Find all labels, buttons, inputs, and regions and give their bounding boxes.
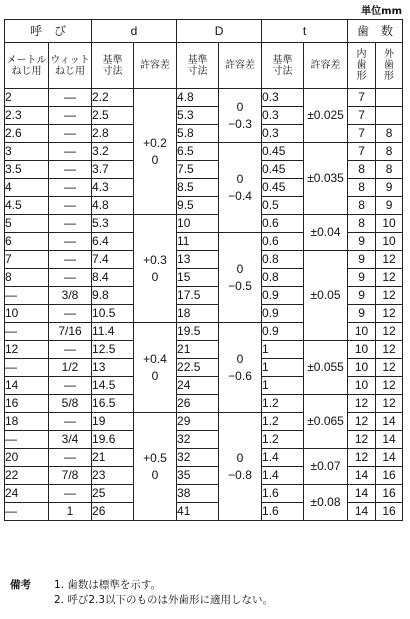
D-base-cell: 24: [177, 377, 219, 395]
outer-teeth-cell: 16: [376, 503, 403, 521]
d-base-cell: 10.5: [92, 305, 134, 323]
table-row: [5, 341, 403, 359]
metric-size-cell: 3: [5, 143, 49, 161]
t-base-cell: 0.3: [262, 89, 304, 107]
D-base-cell: 17.5: [177, 287, 219, 305]
D-tolerance-cell: 0 −0.5: [219, 233, 262, 323]
metric-size-cell: 7: [5, 251, 49, 269]
D-tolerance-cell: 0 −0.8: [219, 413, 262, 521]
inner-teeth-cell: 8: [348, 197, 376, 215]
metric-size-cell: 4.5: [5, 197, 49, 215]
whitworth-size-cell: —: [49, 233, 92, 251]
d-base-cell: 23: [92, 467, 134, 485]
whitworth-size-cell: 5/8: [49, 395, 92, 413]
note-item: 2. 呼び2.3以下のものは外歯形に適用しない。: [54, 594, 274, 606]
whitworth-size-cell: —: [49, 269, 92, 287]
table-row: [5, 143, 403, 161]
header-whitworth: ウィット ねじ用: [49, 43, 92, 89]
metric-size-cell: —: [5, 287, 49, 305]
t-base-cell: 0.9: [262, 287, 304, 305]
whitworth-size-cell: —: [49, 305, 92, 323]
t-base-cell: 0.9: [262, 305, 304, 323]
outer-teeth-cell: 12: [376, 359, 403, 377]
outer-teeth-cell: 16: [376, 485, 403, 503]
t-base-cell: 1.2: [262, 431, 304, 449]
whitworth-size-cell: —: [49, 179, 92, 197]
D-base-cell: 15: [177, 269, 219, 287]
washer-spec-table: [4, 19, 403, 521]
whitworth-size-cell: 3/4: [49, 431, 92, 449]
t-base-cell: 0.9: [262, 323, 304, 341]
D-base-cell: 7.5: [177, 161, 219, 179]
t-base-cell: 1: [262, 359, 304, 377]
inner-teeth-cell: 8: [348, 215, 376, 233]
d-base-cell: 19.6: [92, 431, 134, 449]
t-base-cell: 0.6: [262, 233, 304, 251]
metric-size-cell: 12: [5, 341, 49, 359]
metric-size-cell: —: [5, 359, 49, 377]
header-t: t: [262, 20, 348, 43]
whitworth-size-cell: —: [49, 107, 92, 125]
metric-size-cell: 3.5: [5, 161, 49, 179]
metric-size-cell: 8: [5, 269, 49, 287]
whitworth-size-cell: —: [49, 215, 92, 233]
inner-teeth-cell: 12: [348, 413, 376, 431]
header-t-base: 基準 寸法: [262, 43, 304, 89]
t-base-cell: 0.3: [262, 125, 304, 143]
metric-size-cell: 4: [5, 179, 49, 197]
D-tolerance-cell: 0 −0.3: [219, 89, 262, 143]
inner-teeth-cell: 9: [348, 269, 376, 287]
d-base-cell: 26: [92, 503, 134, 521]
t-tolerance-cell: ±0.065: [304, 395, 348, 449]
D-base-cell: 26: [177, 395, 219, 413]
header-D-base: 基準 寸法: [177, 43, 219, 89]
d-tolerance-cell: +0.2 0: [134, 89, 177, 215]
whitworth-size-cell: —: [49, 341, 92, 359]
outer-teeth-cell: 9: [376, 197, 403, 215]
t-base-cell: 0.45: [262, 143, 304, 161]
d-base-cell: 12.5: [92, 341, 134, 359]
inner-teeth-cell: 10: [348, 359, 376, 377]
D-base-cell: 19.5: [177, 323, 219, 341]
D-base-cell: 11: [177, 233, 219, 251]
t-base-cell: 0.8: [262, 269, 304, 287]
metric-size-cell: —: [5, 431, 49, 449]
D-base-cell: 5.3: [177, 107, 219, 125]
d-base-cell: 5.3: [92, 215, 134, 233]
whitworth-size-cell: —: [49, 251, 92, 269]
whitworth-size-cell: 7/16: [49, 323, 92, 341]
D-tolerance-cell: 0 −0.6: [219, 323, 262, 413]
header-d-base: 基準 寸法: [92, 43, 134, 89]
d-base-cell: 2.8: [92, 125, 134, 143]
header-t-tol: 許容差: [304, 43, 348, 89]
metric-size-cell: 2.3: [5, 107, 49, 125]
d-tolerance-cell: +0.4 0: [134, 323, 177, 413]
d-base-cell: 2.2: [92, 89, 134, 107]
inner-teeth-cell: 7: [348, 89, 376, 107]
d-base-cell: 4.3: [92, 179, 134, 197]
t-tolerance-cell: ±0.055: [304, 341, 348, 395]
t-base-cell: 1.6: [262, 503, 304, 521]
D-base-cell: 29: [177, 413, 219, 431]
whitworth-size-cell: 1: [49, 503, 92, 521]
t-base-cell: 1.4: [262, 467, 304, 485]
d-base-cell: 13: [92, 359, 134, 377]
inner-teeth-cell: 8: [348, 179, 376, 197]
D-base-cell: 32: [177, 431, 219, 449]
outer-teeth-cell: 14: [376, 449, 403, 467]
header-teeth: 歯 数: [348, 20, 403, 43]
outer-teeth-cell: 12: [376, 377, 403, 395]
D-base-cell: 4.8: [177, 89, 219, 107]
inner-teeth-cell: 9: [348, 233, 376, 251]
inner-teeth-cell: 10: [348, 323, 376, 341]
table-row: [5, 449, 403, 467]
t-base-cell: 1: [262, 341, 304, 359]
t-base-cell: 1.2: [262, 395, 304, 413]
t-base-cell: 0.3: [262, 107, 304, 125]
d-base-cell: 6.4: [92, 233, 134, 251]
inner-teeth-cell: 12: [348, 449, 376, 467]
notes-label: 備考: [10, 579, 31, 591]
t-base-cell: 1.4: [262, 449, 304, 467]
t-tolerance-cell: ±0.035: [304, 143, 348, 215]
outer-teeth-cell: 14: [376, 431, 403, 449]
D-base-cell: 38: [177, 485, 219, 503]
inner-teeth-cell: 14: [348, 467, 376, 485]
outer-teeth-cell: [376, 107, 403, 125]
metric-size-cell: 14: [5, 377, 49, 395]
header-inner-teeth: 内 歯 形: [348, 43, 376, 89]
t-tolerance-cell: ±0.04: [304, 215, 348, 251]
whitworth-size-cell: —: [49, 143, 92, 161]
table-row: [5, 251, 403, 269]
D-tolerance-cell: 0 −0.4: [219, 143, 262, 233]
d-tolerance-cell: +0.5 0: [134, 413, 177, 521]
header-d-tol: 許容差: [134, 43, 177, 89]
D-base-cell: 5.8: [177, 125, 219, 143]
outer-teeth-cell: 12: [376, 251, 403, 269]
header-D-tol: 許容差: [219, 43, 262, 89]
whitworth-size-cell: 7/8: [49, 467, 92, 485]
D-base-cell: 9.5: [177, 197, 219, 215]
outer-teeth-cell: 8: [376, 143, 403, 161]
header-D: D: [177, 20, 262, 43]
outer-teeth-cell: 12: [376, 269, 403, 287]
outer-teeth-cell: 16: [376, 467, 403, 485]
whitworth-size-cell: —: [49, 89, 92, 107]
D-base-cell: 41: [177, 503, 219, 521]
d-base-cell: 11.4: [92, 323, 134, 341]
t-base-cell: 0.5: [262, 197, 304, 215]
metric-size-cell: 20: [5, 449, 49, 467]
table-row: [5, 215, 403, 233]
t-base-cell: 1: [262, 377, 304, 395]
inner-teeth-cell: 7: [348, 107, 376, 125]
D-base-cell: 21: [177, 341, 219, 359]
whitworth-size-cell: 1/2: [49, 359, 92, 377]
inner-teeth-cell: 10: [348, 377, 376, 395]
table-row: [5, 395, 403, 413]
metric-size-cell: 18: [5, 413, 49, 431]
D-base-cell: 10: [177, 215, 219, 233]
outer-teeth-cell: 9: [376, 179, 403, 197]
D-base-cell: 8.5: [177, 179, 219, 197]
outer-teeth-cell: 12: [376, 395, 403, 413]
metric-size-cell: 24: [5, 485, 49, 503]
d-base-cell: 16.5: [92, 395, 134, 413]
inner-teeth-cell: 12: [348, 395, 376, 413]
t-base-cell: 0.45: [262, 161, 304, 179]
d-base-cell: 3.2: [92, 143, 134, 161]
d-base-cell: 7.4: [92, 251, 134, 269]
t-tolerance-cell: ±0.025: [304, 89, 348, 143]
unit-label: 単位mm: [361, 6, 402, 17]
metric-size-cell: 2: [5, 89, 49, 107]
outer-teeth-cell: 14: [376, 413, 403, 431]
t-tolerance-cell: ±0.05: [304, 251, 348, 341]
d-base-cell: 9.8: [92, 287, 134, 305]
D-base-cell: 6.5: [177, 143, 219, 161]
header-yobi: 呼 び: [5, 20, 92, 43]
header-outer-teeth: 外 歯 形: [376, 43, 403, 89]
t-tolerance-cell: ±0.08: [304, 485, 348, 521]
inner-teeth-cell: 9: [348, 251, 376, 269]
t-base-cell: 0.8: [262, 251, 304, 269]
inner-teeth-cell: 12: [348, 431, 376, 449]
outer-teeth-cell: 12: [376, 305, 403, 323]
d-base-cell: 14.5: [92, 377, 134, 395]
inner-teeth-cell: 7: [348, 143, 376, 161]
inner-teeth-cell: 8: [348, 161, 376, 179]
D-base-cell: 13: [177, 251, 219, 269]
whitworth-size-cell: —: [49, 449, 92, 467]
t-tolerance-cell: ±0.07: [304, 449, 348, 485]
outer-teeth-cell: 10: [376, 233, 403, 251]
metric-size-cell: 22: [5, 467, 49, 485]
t-base-cell: 1.6: [262, 485, 304, 503]
d-tolerance-cell: +0.3 0: [134, 215, 177, 323]
metric-size-cell: 5: [5, 215, 49, 233]
metric-size-cell: 6: [5, 233, 49, 251]
t-base-cell: 0.6: [262, 215, 304, 233]
D-base-cell: 35: [177, 467, 219, 485]
inner-teeth-cell: 9: [348, 287, 376, 305]
d-base-cell: 2.5: [92, 107, 134, 125]
inner-teeth-cell: 10: [348, 341, 376, 359]
whitworth-size-cell: —: [49, 125, 92, 143]
inner-teeth-cell: 7: [348, 125, 376, 143]
t-base-cell: 1.2: [262, 413, 304, 431]
header-d: d: [92, 20, 177, 43]
D-base-cell: 22.5: [177, 359, 219, 377]
header-metric: メートル ねじ用: [5, 43, 49, 89]
whitworth-size-cell: —: [49, 413, 92, 431]
metric-size-cell: 2.6: [5, 125, 49, 143]
whitworth-size-cell: 3/8: [49, 287, 92, 305]
D-base-cell: 32: [177, 449, 219, 467]
outer-teeth-cell: 10: [376, 215, 403, 233]
notes: [10, 578, 273, 608]
d-base-cell: 4.8: [92, 197, 134, 215]
outer-teeth-cell: [376, 89, 403, 107]
D-base-cell: 18: [177, 305, 219, 323]
d-base-cell: 25: [92, 485, 134, 503]
d-base-cell: 8.4: [92, 269, 134, 287]
inner-teeth-cell: 14: [348, 485, 376, 503]
table-row: [5, 89, 403, 107]
inner-teeth-cell: 14: [348, 503, 376, 521]
outer-teeth-cell: 12: [376, 287, 403, 305]
metric-size-cell: —: [5, 323, 49, 341]
metric-size-cell: —: [5, 503, 49, 521]
d-base-cell: 3.7: [92, 161, 134, 179]
metric-size-cell: 10: [5, 305, 49, 323]
whitworth-size-cell: —: [49, 161, 92, 179]
whitworth-size-cell: —: [49, 377, 92, 395]
inner-teeth-cell: 9: [348, 305, 376, 323]
whitworth-size-cell: —: [49, 485, 92, 503]
note-item: 1. 歯数は標準を示す。: [54, 579, 162, 591]
table-row: [5, 485, 403, 503]
outer-teeth-cell: 8: [376, 125, 403, 143]
outer-teeth-cell: 8: [376, 161, 403, 179]
outer-teeth-cell: 12: [376, 341, 403, 359]
t-base-cell: 0.45: [262, 179, 304, 197]
metric-size-cell: 16: [5, 395, 49, 413]
whitworth-size-cell: —: [49, 197, 92, 215]
outer-teeth-cell: 12: [376, 323, 403, 341]
d-base-cell: 19: [92, 413, 134, 431]
d-base-cell: 21: [92, 449, 134, 467]
